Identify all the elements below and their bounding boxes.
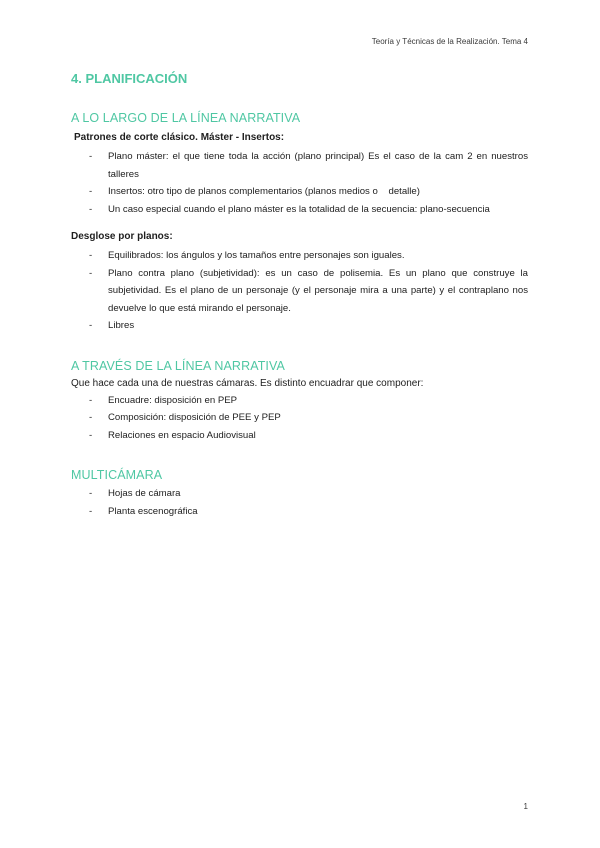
- section-intro: Que hace cada una de nuestras cámaras. Es distinto encuadrar que componer:: [71, 377, 424, 389]
- list-item: - Un caso especial cuando el plano máster es la totalidad de la secuencia: plano-secuencia: [71, 201, 528, 219]
- list-a-traves: [71, 392, 528, 445]
- subheading-desglose: Desglose por planos:: [71, 231, 173, 242]
- list-item: - Hojas de cámara: [71, 485, 528, 503]
- list-desglose: [71, 247, 528, 335]
- section-title-a-traves: A TRAVÉS DE LA LÍNEA NARRATIVA: [71, 358, 285, 373]
- list-item: - Plano contra plano (subjetividad): es un caso de polisemia. Es un plano que construye la subjetividad. Es el plano de un personaje (y el personaje mira a una parte) y el contraplano nos devuelve lo que está mirando el personaje.: [71, 265, 528, 318]
- chapter-title: 4. PLANIFICACIÓN: [71, 71, 188, 86]
- running-header: Teoría y Técnicas de la Realización. Tema 4: [371, 37, 528, 46]
- list-item: - Composición: disposición de PEE y PEP: [71, 409, 528, 427]
- list-item: - Equilibrados: los ángulos y los tamaños entre personajes son iguales.: [71, 247, 528, 265]
- page-number: 1: [523, 802, 528, 811]
- document-body: [71, 70, 528, 520]
- list-patrones: [71, 148, 528, 218]
- list-item: - Relaciones en espacio Audiovisual: [71, 427, 528, 445]
- list-multicamara: [71, 485, 528, 520]
- list-item: - Libres: [71, 317, 528, 335]
- list-item: - Plano máster: el que tiene toda la acción (plano principal) Es el caso de la cam 2 en nuestros talleres: [71, 148, 528, 183]
- subheading-patrones: Patrones de corte clásico. Máster - Insertos:: [74, 132, 285, 143]
- section-title-multicamara: MULTICÁMARA: [71, 468, 163, 482]
- list-item: - Planta escenográfica: [71, 503, 528, 521]
- section-title-a-lo-largo: A LO LARGO DE LA LÍNEA NARRATIVA: [71, 111, 301, 125]
- list-item: - Encuadre: disposición en PEP: [71, 392, 528, 410]
- list-item: - Insertos: otro tipo de planos complementarios (planos medios o detalle): [71, 183, 528, 201]
